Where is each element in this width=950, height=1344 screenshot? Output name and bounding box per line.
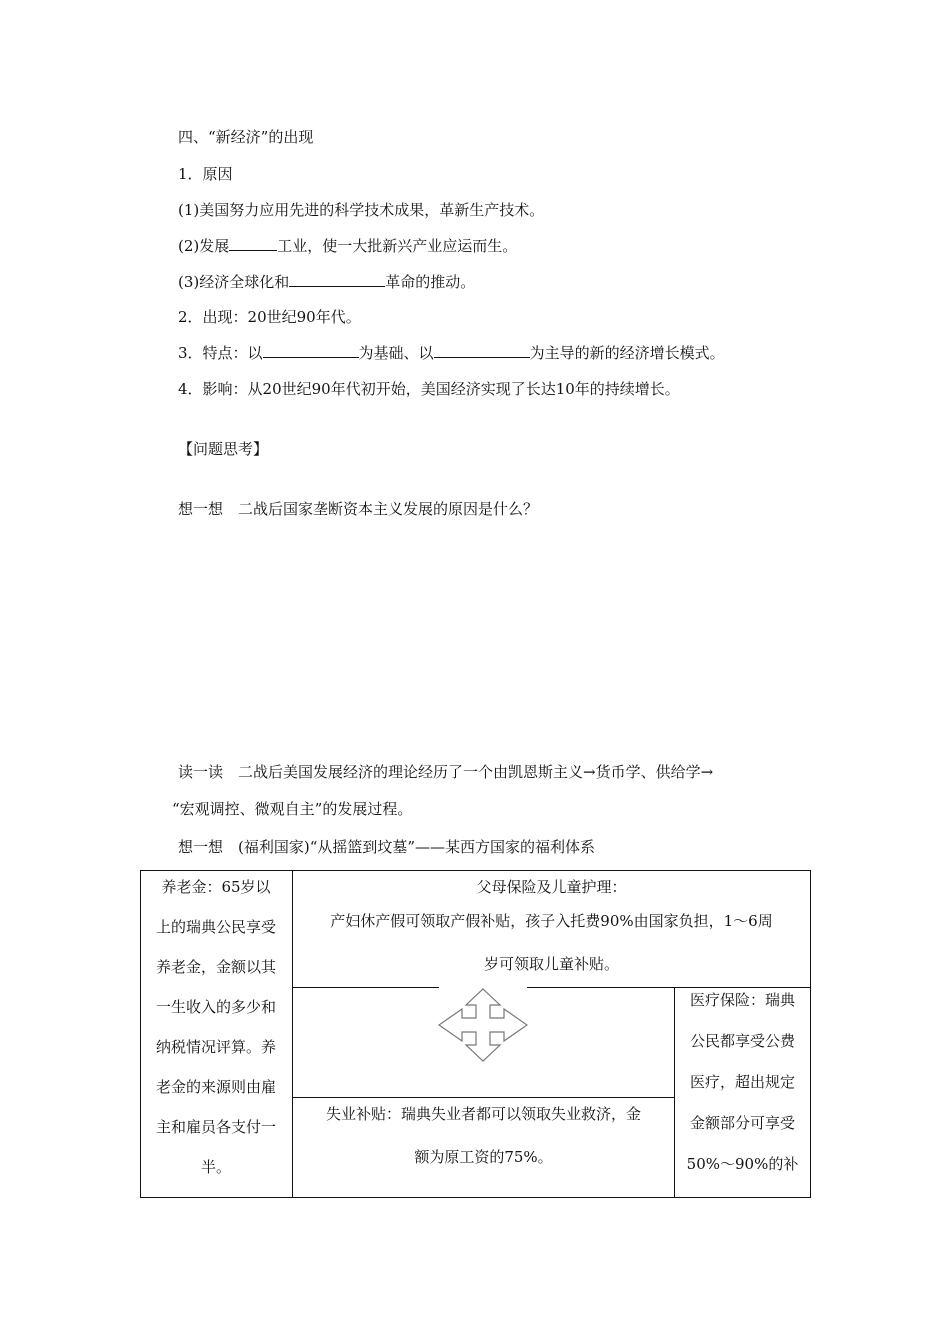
parent-insurance-line-2: 岁可领取儿童补贴。 [483, 955, 619, 973]
cause-title: 1．原因 [178, 165, 233, 183]
table-divider [293, 987, 439, 988]
pension-line: 一生收入的多少和 [155, 998, 276, 1016]
cause-item-3 [178, 272, 475, 292]
fill-blank [229, 236, 277, 251]
impact-line: 4．影响：从20世纪90年代初开始，美国经济实现了长达10年的持续增长。 [178, 380, 680, 398]
four-way-arrow-icon [438, 988, 528, 1062]
appear-line: 2．出现：20世纪90年代。 [178, 308, 361, 326]
fill-blank [434, 343, 530, 358]
cause-item-3-suffix: 革命的推动。 [385, 273, 476, 291]
read-passage-line-1: 读一读 二战后美国发展经济的理论经历了一个由凯恩斯主义→货币学、供给学→ [178, 763, 714, 781]
feature-middle: 为基础、以 [358, 344, 434, 362]
medical-line: 医疗，超出规定 [689, 1073, 795, 1091]
pension-line: 半。 [200, 1158, 231, 1176]
pension-line: 上的瑞典公民享受 [155, 918, 276, 936]
pension-line: 养老金：65岁以 [161, 878, 271, 896]
pension-line: 主和雇员各支付一 [155, 1118, 276, 1136]
fill-blank [289, 272, 385, 287]
medical-line: 公民都享受公费 [689, 1032, 795, 1050]
feature-line [178, 343, 725, 363]
medical-line: 50%～90%的补 [686, 1155, 799, 1173]
medical-line: 金额部分可享受 [689, 1114, 795, 1132]
feature-prefix: 3．特点：以 [178, 344, 263, 362]
cause-item-2-prefix: (2)发展 [178, 237, 230, 255]
read-passage-line-2: “宏观调控、微观自主”的发展过程。 [172, 800, 413, 818]
parent-insurance-line-1: 产妇休产假可领取产假补贴，孩子入托费90%由国家负担，1～6周 [330, 912, 773, 930]
section-heading: 四、“新经济”的出现 [178, 128, 314, 146]
parent-insurance-title: 父母保险及儿童护理： [476, 878, 627, 896]
medical-line: 医疗保险：瑞典 [689, 991, 795, 1009]
cause-item-2 [178, 236, 517, 256]
cause-item-2-suffix: 工业，使一大批新兴产业应运而生。 [277, 237, 518, 255]
pension-line: 养老金，金额以其 [155, 958, 276, 976]
feature-suffix: 为主导的新的经济增长模式。 [529, 344, 725, 362]
cause-item-3-prefix: (3)经济全球化和 [178, 273, 290, 291]
fill-blank [263, 343, 359, 358]
unemployment-line-2: 额为原工资的75%。 [414, 1148, 553, 1166]
pension-line: 老金的来源则由雇 [155, 1078, 276, 1096]
think-question-2: 想一想 (福利国家)“从摇篮到坟墓”——某西方国家的福利体系 [178, 838, 596, 856]
think-question-1: 想一想 二战后国家垄断资本主义发展的原因是什么？ [178, 500, 539, 518]
cause-item-1: (1)美国努力应用先进的科学技术成果，革新生产技术。 [178, 201, 545, 219]
questions-title: 【问题思考】 [178, 440, 269, 458]
pension-line: 纳税情况评算。养 [155, 1038, 276, 1056]
unemployment-line-1: 失业补贴：瑞典失业者都可以领取失业救济，金 [325, 1105, 641, 1123]
